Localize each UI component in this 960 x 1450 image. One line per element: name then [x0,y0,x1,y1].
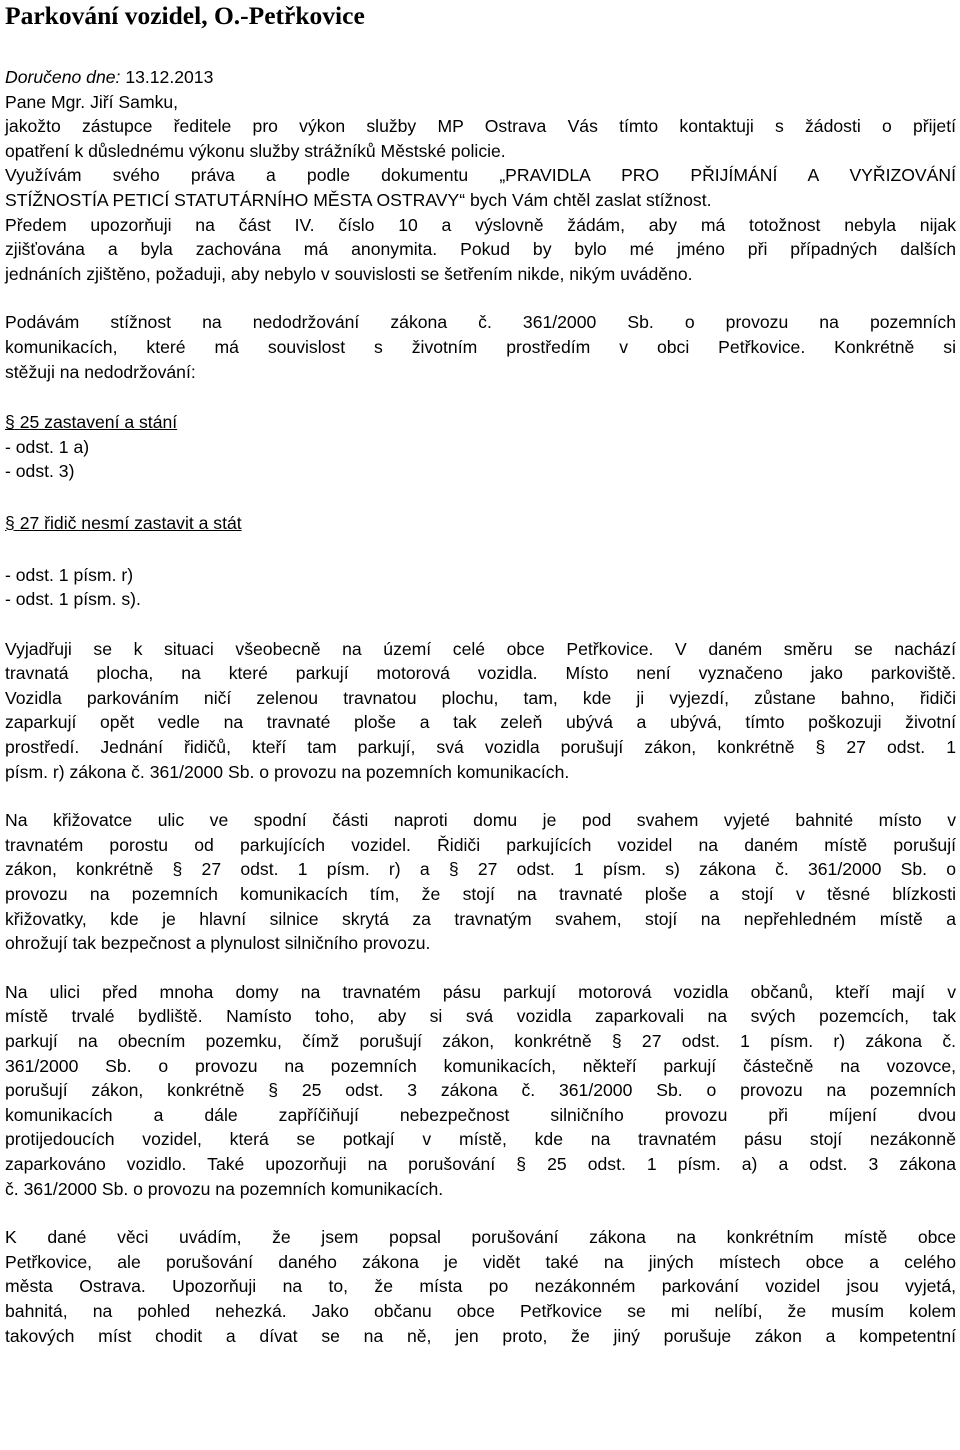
text-line: zaparkují opět vedle na travnaté ploše a tak zeleň ubývá a ubývá, tímto poškozuji životní [5,712,956,733]
text-line: K dané věci uvádím, že jsem popsal porušování zákona na konkrétním místě obce [5,1227,956,1248]
text-line: zjišťována a byla zachována má anonymita. Pokud by bylo mé jméno při případných dalších [5,239,956,260]
intro-paragraph [5,114,956,286]
text-line: komunikacích, které má souvislost s životním prostředím v obci Petřkovice. Konkrétně si [5,336,956,357]
text-line: takových míst chodit a dívat se na ně, jen proto, že jiný porušuje zákon a kompetentní [5,1325,956,1346]
text-line: č. 361/2000 Sb. o provozu na pozemních komunikacích. [5,1178,444,1199]
paragraph-1 [5,637,956,785]
paragraph-symbol: § [5,412,15,433]
text-line: křižovatky, kde je hlavní silnice skrytá za travnatým svahem, stojí na nepřehledném místě a [5,908,956,929]
section-25 [5,410,956,484]
text-line: protijedoucích vozidel, která se potkají v místě, kde na travnatém pásu stojí nezákonně [5,1129,956,1150]
greeting: Pane Mgr. Jiří Samku, [5,91,179,112]
section-heading-text: 27 řidič nesmí zastavit a stát [19,512,242,533]
section-item: - odst. 1 písm. s). [5,589,141,610]
text-line: provozu na pozemních komunikacích tím, že stojí na travnaté ploše a stojí v těsné blízkosti [5,884,956,905]
section-heading [5,410,956,435]
text-line: prostředí. Jednání řidičů, kteří tam parkují, svá vozidla porušují zákon, konkrétně § 27 odst. 1 [5,737,956,758]
section-item: - odst. 1 písm. r) [5,564,134,585]
paragraph-4 [5,1225,956,1348]
text-line: Na křižovatce ulic ve spodní části naproti domu je pod svahem vyjeté bahnité místo v [5,810,956,831]
document-title: Parkování vozidel, O.-Petřkovice [5,1,365,30]
section-item: - odst. 1 a) [5,436,90,457]
text-line: zákon, konkrétně § 27 odst. 1 písm. r) a § 27 odst. 1 písm. s) zákona č. 361/2000 Sb. o [5,859,956,880]
text-line: písm. r) zákona č. 361/2000 Sb. o provozu na pozemních komunikacích. [5,761,570,782]
text-line: porušují zákon, konkrétně § 25 odst. 3 zákona č. 361/2000 Sb. o provozu na pozemních [5,1080,956,1101]
text-line: parkují na obecním pozemku, čímž porušují zákon, konkrétně § 27 odst. 1 písm. r) zákona č. [5,1031,956,1051]
delivered-label: Doručeno dne: [5,67,121,87]
text-line: 361/2000 Sb. o provozu na pozemních komunikacích, někteří parkují částečně na vozovce, [5,1055,956,1076]
text-line: Předem upozorňuji na část IV. číslo 10 a výslovně žádám, aby má totožnost nebyla nijak [5,214,956,235]
text-line: opatření k důslednému výkonu služby strážníků Městské policie. [5,140,506,161]
section-item: - odst. 3) [5,461,75,482]
text-line: komunikacích a dále zapříčiňují nebezpečnost silničního provozu při míjení dvou [5,1104,956,1125]
text-line: STÍŽNOSTÍA PETICÍ STATUTÁRNÍHO MĚSTA OSTRAVY“ bych Vám chtěl zaslat stížnost. [5,189,712,210]
text-line: stěžuji na nedodržování: [5,361,196,382]
section-27 [5,511,956,612]
text-line: ohrožují tak bezpečnost a plynulost silničního provozu. [5,933,431,954]
complaint-paragraph [5,310,956,384]
text-line: travnatém porostu od parkujících vozidel. Řidiči parkujících vozidel na daném místě porušují [5,834,956,855]
text-line: místě trvalé bydliště. Namísto toho, aby si svá vozidla zaparkovali na svých pozemcích, tak [5,1006,956,1027]
delivered-line [5,65,956,90]
document-page [5,0,956,1348]
text-line: Petřkovice, ale porušování daného zákona je vidět také na jiných místech obce a celého [5,1251,956,1272]
paragraph-3 [5,980,956,1201]
text-line: Podávám stížnost na nedodržování zákona č. 361/2000 Sb. o provozu na pozemních [5,312,956,333]
text-line: Vozidla parkováním ničí zelenou travnatou plochu, tam, kde ji vyjezdí, zůstane bahno, řidiči [5,687,956,708]
text-line: města Ostrava. Upozorňuji na to, že místa po nezákonném parkování vozidel jsou vyjetá, [5,1276,956,1297]
text-line: zaparkováno vozidlo. Také upozorňuji na porušování § 25 odst. 1 písm. a) a odst. 3 zákona [5,1153,956,1174]
text-line: Využívám svého práva a podle dokumentu „PRAVIDLA PRO PŘIJÍMÁNÍ A VYŘIZOVÁNÍ [5,165,956,186]
paragraph-symbol: § [5,512,15,533]
text-line: jakožto zástupce ředitele pro výkon služby MP Ostrava Vás tímto kontaktuji s žádosti o přijetí [5,116,956,137]
section-heading-text: 25 zastavení a stání [19,412,178,433]
text-line: bahnitá, na pohled nehezká. Jako občanu obce Petřkovice se mi nelíbí, že musím kolem [5,1300,956,1321]
paragraph-2 [5,808,956,956]
section-heading [5,511,956,536]
text-line: jednáních zjištěno, požaduji, aby nebylo v souvislosti se šetřením nikde, nikým uváděno. [5,263,693,284]
text-line: Na ulici před mnoha domy na travnatém pásu parkují motorová vozidla občanů, kteří mají v [5,981,956,1002]
text-line: travnatá plocha, na které parkují motorová vozidla. Místo není vyznačeno jako parkoviště. [5,663,956,684]
text-line: Vyjadřuji se k situaci všeobecně na území celé obce Petřkovice. V daném směru se nachází [5,638,956,659]
delivered-date: 13.12.2013 [125,67,214,87]
